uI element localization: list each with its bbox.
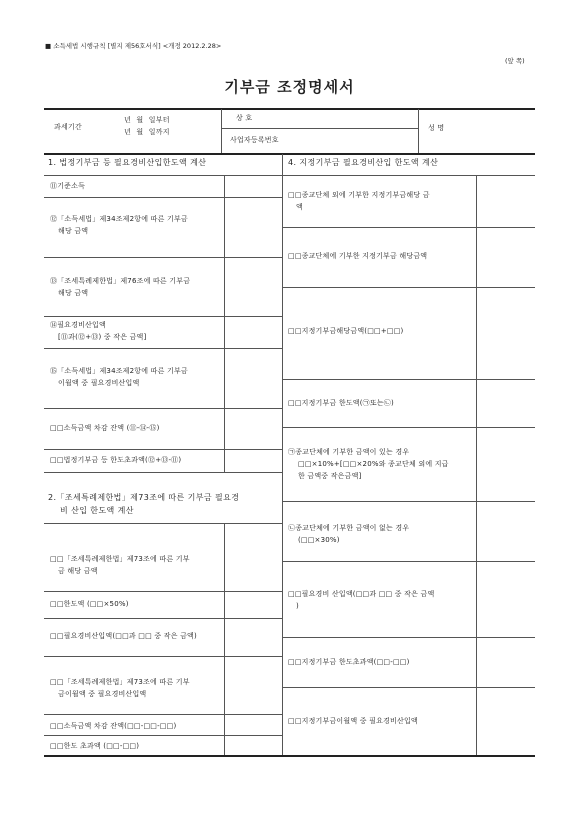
table-top-border bbox=[44, 108, 535, 110]
left-row-7: □□법정기부금 등 한도초과액(⑫+⑬-⑪) bbox=[50, 456, 182, 464]
form-reference: ■ 소득세법 시행규칙 [별지 제56호서식] <개정 2012.2.28> bbox=[45, 42, 222, 50]
representative-name-label: 성 명 bbox=[428, 124, 445, 132]
left-row-12: □□소득금액 차감 잔액(□□-□□-□□) bbox=[50, 722, 177, 730]
right-row-4: □□지정기부금 한도액(㉠또는㉡) bbox=[288, 399, 394, 407]
page-side-label: (앞 쪽) bbox=[505, 57, 525, 65]
period-end: 년 월 일까지 bbox=[124, 128, 170, 136]
left-row-1: ⑪기준소득 bbox=[50, 182, 86, 190]
left-row-6: □□소득금액 차감 잔액 (⑪-⑭-⑮) bbox=[50, 424, 160, 432]
company-name-label: 상 호 bbox=[236, 114, 253, 122]
period-start: 년 월 일부터 bbox=[124, 116, 170, 124]
table-bottom-border bbox=[44, 755, 535, 757]
header-bottom-border bbox=[44, 153, 535, 155]
registration-number-label: 사업자등록번호 bbox=[230, 136, 279, 144]
period-label: 과세기간 bbox=[54, 123, 82, 131]
document-title: 기부금 조정명세서 bbox=[224, 78, 355, 96]
right-row-2: □□종교단체에 기부한 지정기부금 해당금액 bbox=[288, 252, 428, 260]
right-row-8: □□지정기부금 한도초과액(□□-□□) bbox=[288, 658, 410, 666]
left-row-9: □□한도액 (□□×50%) bbox=[50, 600, 129, 608]
center-divider bbox=[282, 154, 283, 755]
left-row-13: □□한도 초과액 (□□-□□) bbox=[50, 742, 140, 750]
left-row-10: □□필요경비산입액(□□과 □□ 중 작은 금액) bbox=[50, 632, 197, 640]
section1-heading: 1. 법정기부금 등 필요경비산입한도액 계산 bbox=[48, 158, 207, 167]
right-row-9: □□지정기부금이월액 중 필요경비산입액 bbox=[288, 717, 418, 725]
section4-heading: 4. 지정기부금 필요경비산입 한도액 계산 bbox=[288, 158, 439, 167]
right-row-3: □□지정기부금해당금액(□□+□□) bbox=[288, 327, 404, 335]
